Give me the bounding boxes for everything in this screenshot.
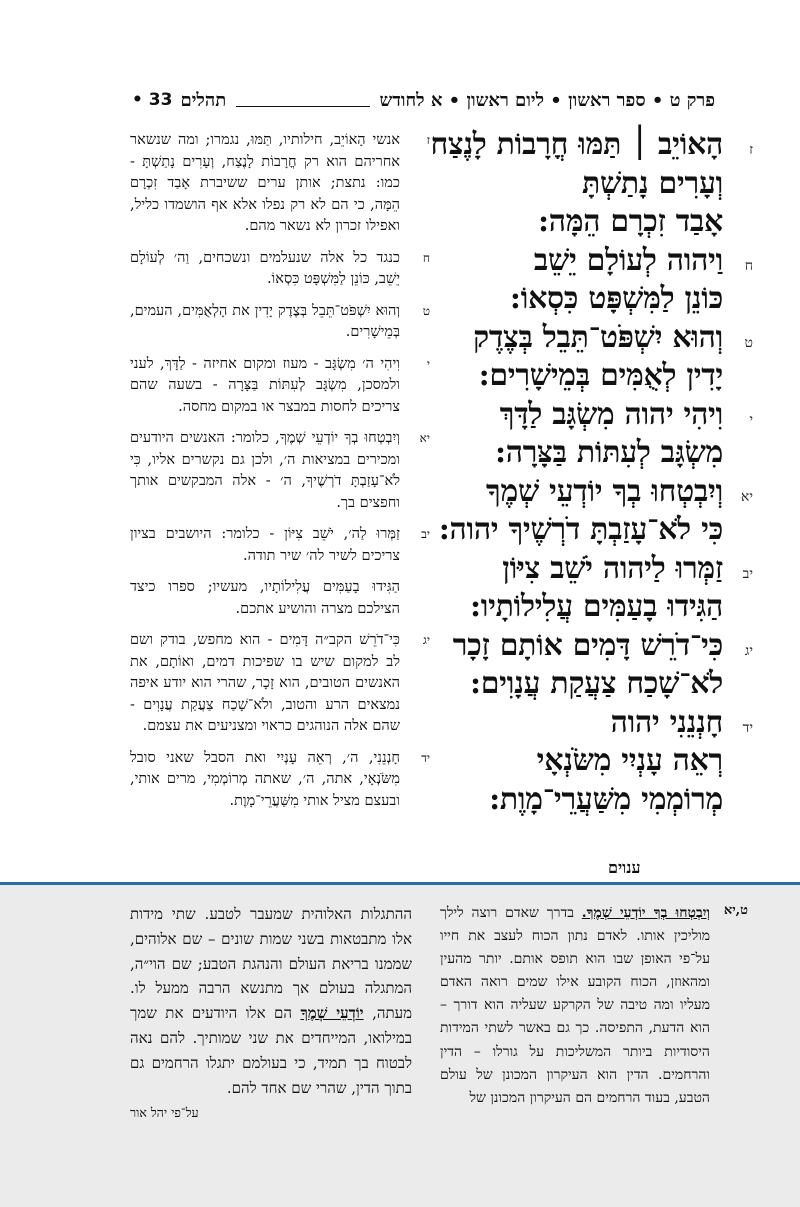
verse-text: הַגִּידוּ בָעַמִּים עֲלִילוֹתָיו: (469, 589, 723, 624)
commentary-verse-number: ז (426, 133, 430, 147)
verse-text: יָדִין לְאֻמִּים בְּמֵישָׁרִים: (478, 358, 723, 393)
verse-number: יד (742, 719, 753, 736)
note-lemma: וְיִבְטְחוּ בְךָ יוֹדְעֵי שְׁמֶךָ. (581, 905, 710, 921)
commentary-text: הַגִּידוּ בָעַמִּים עֲלִילוֹתָיו, מעשיו; ספרו כיצד הצילכם מצרה והושיע אתכם. (130, 579, 400, 617)
verse-line (420, 396, 753, 435)
commentary-verse-number: י (426, 356, 430, 371)
verse-line (420, 704, 753, 743)
psalm-text-column (420, 126, 753, 819)
note-reference: ט,יא (723, 903, 748, 918)
verse-number: יג (744, 642, 753, 659)
verse-text: וַיהוה לְעוֹלָם יֵשֵׁב (533, 242, 723, 278)
verse-number: י (749, 411, 753, 428)
verse-number: ח (744, 257, 753, 274)
commentary-block (130, 428, 430, 514)
commentary-verse-number: יב (421, 527, 430, 541)
verse-text: וְיִבְטְחוּ בְךָ יוֹדְעֵי שְׁמֶךָ (486, 473, 723, 509)
page-number: 33 • (132, 90, 173, 110)
commentary-verse-number: יג (422, 633, 430, 647)
verse-text: מִשְׂגָּב לְעִתּוֹת בַּצָּרָה: (495, 435, 723, 470)
verse-line (420, 319, 753, 358)
verse-line (420, 665, 753, 704)
verse-text: רְאֵה עָנְיִי מִשֹּׂנְאָי (536, 743, 723, 778)
verse-line (420, 434, 753, 473)
commentary-block (130, 577, 430, 620)
verse-text: זַמְּרוּ לַיהוה יֹשֵׁב צִיּוֹן (502, 550, 723, 586)
verse-text: מְרוֹמְמִי מִשַּׁעֲרֵי־מָוֶת: (489, 781, 723, 817)
verse-number: יא (740, 488, 753, 505)
verse-line (420, 357, 753, 396)
verse-text: וִיהִי יהוה מִשְׂגָּב לַדָּךְ (499, 396, 723, 432)
note-inline-lemma: יוֹדְעֵי שְׁמֶךָ (300, 1004, 364, 1023)
verse-line (420, 588, 753, 627)
verse-line (420, 203, 753, 242)
verse-line (420, 126, 753, 165)
verse-text: לֹא־שָׁכַח צַעֲקַת עֲנָוִים: (469, 666, 723, 701)
verse-line (420, 550, 753, 589)
commentary-text: כִּי־דֹרֵשׁ הקב״ה דָּמִים - הוא מחפש, בודק ושם לב למקום שיש בו שפיכות דמים, ואוֹתָם, את האנשים הטובים, הוא זָכָר, שהרי הוא יודע איפה נמצאים הרע והטוב, ולֹא־שָׁכַח צַעֲקַת עֲנָוִים - שהם אלה הנוהגים כראוי ומצניעים את עצמם. (130, 632, 400, 734)
commentary-text: כנגד כל אלה שנעלמים ונשכחים, וַה׳ לְעוֹלָם יֵשֵׁב, כּוֹנֵן לַמִּשְׁפָּט כִּסְאוֹ. (130, 249, 400, 287)
verse-text: כִּי־דֹרֵשׁ דָּמִים אוֹתָם זָכָר (452, 627, 723, 663)
verse-text: וְהוּא יִשְׁפֹּט־תֵּבֵל בְּצֶדֶק (473, 319, 723, 355)
commentary-column (130, 130, 430, 822)
commentary-verse-number: ט (422, 303, 430, 318)
note-text: בדרך שאדם רוצה לילך מוליכין אותו. לאדם נתון הכוח לעצב את חייו על־פי האופן שבו הוא תופס אותם. יותר מהעין ומהאוזן, הכוח הקובע אילו שמים רואה האדם מעליו ומה טיבה של הקרקע שעליה הוא דורך – הוא הדעת, התפיסה. כך גם באשר לשתי המידות היסודיות ביותר המשליכות על גורלו – הדין והרחמים. הדין הוא העיקרון המכונן של עולם הטבע, בעוד הרחמים הם העיקרון המכונן של (440, 905, 710, 1106)
commentary-block (130, 248, 430, 291)
verse-line (420, 627, 753, 666)
verse-text: כִּי לֹא־עָזַבְתָּ דֹרְשֶׁיךָ יהוה: (438, 512, 723, 547)
commentary-text: חָנְנֵנִי, ה׳, רְאֵה עָנְיִי ואת הסבל שאני סובל מִשֹּׂנְאָי, אתה, ה׳, שאתה מְרוֹמְמִי, מרים אותי, ובעצם מציל אותי מִשַּׁעֲרֵי־מָוֶת. (130, 749, 400, 809)
verse-number: ז (749, 142, 753, 158)
commentary-verse-number: ח (422, 250, 430, 265)
verse-text: וְעָרִים נָתַשְׁתָּ (581, 165, 723, 201)
commentary-text: זַמְּרוּ לַה׳, יֹשֵׁב צִיּוֹן - כלומר: היושבים בציון צריכים לשיר לה׳ שיר תודה. (130, 526, 400, 564)
note-left-column (130, 902, 412, 1100)
header-rule (236, 106, 369, 107)
verse-number: יב (742, 565, 753, 582)
commentary-text: וְיִבְטְחוּ בְךָ יוֹדְעֵי שְׁמֶךָ, כלומר: האנשים היודעים ומכירים במציאות ה׳, ולכן גם נקשרים אליו, כִּי לֹא־עָזַבְתָּ דֹרְשֶׁיךָ, ה׳ - אלה המבקשים אותך וחפצים בך. (130, 430, 400, 511)
commentary-block (130, 354, 430, 419)
verse-text: הָאוֹיֵב ׀ תַּמּוּ חֳרָבוֹת לָנֶצַח (430, 127, 723, 162)
commentary-block (130, 630, 430, 738)
note-text-end: הם אלו היודעים את שמך במילואו, המייחדים את שני שמותיך. להם נאה לבטוח בך תמיד, כי בעולמם יתגלו הרחמים גם בתוך הדין, שהרי שם אחד להם. (130, 1004, 412, 1097)
verse-line (420, 511, 753, 550)
verse-text: כּוֹנֵן לַמִּשְׁפָּט כִּסְאוֹ: (509, 281, 723, 316)
verse-line (420, 781, 753, 820)
commentary-text: וִיהִי ה׳ מִשְׂגָּב - מעוז ומקום אחיזה - לַדָּךְ, לעני ולמסכן, מִשְׂגָּב לְעִתּוֹת בַּצָּרָה - בשעה שהם צריכים לחסות במבצר או במקום מחסה. (130, 355, 400, 415)
commentary-block (130, 301, 430, 344)
note-text-continued: ההתגלות האלוהית שמעבר לטבע. שתי מידות אלו מתבטאות בשני שמות שונים – שם אלוהים, שממנו בריאת העולם והנהגת הטבע; שם הוי״ה, המתגלה בעולם אך מתנשא הרבה ממעל לו. מעתה, (130, 905, 412, 1023)
verse-line (420, 473, 753, 512)
verse-line (420, 280, 753, 319)
note-right-column (440, 902, 710, 1110)
verse-text: אָבַד זִכְרָם הֵמָּה: (538, 204, 723, 239)
running-header (132, 84, 715, 116)
note-source: על־פי יהל אור (130, 1105, 199, 1120)
book-title: תהלים (180, 89, 227, 111)
commentary-block (130, 524, 430, 567)
commentary-verse-number: יד (421, 750, 430, 765)
commentary-text: אנשי הָאוֹיֵב, חילותיו, תַּמּוּ, נגמרו; ומה שנשאר אחריהם הוא רק חֳרָבוֹת לָנֶצַח, וְעָרִים נָתַשְׁתָּ - כמו: נתצת; אותן ערים ששיברת אָבַד זִכְרָם הֵמָּה, כי הם לא רק נפלו אלא אף הושמדו כליל, ואפילו זכרון לא נשאר מהם. (130, 132, 400, 234)
verse-text: חָנְנֵנִי יהוה (610, 704, 723, 740)
commentary-block (130, 748, 430, 813)
commentary-verse-number (404, 577, 430, 620)
verse-number: ט (744, 334, 753, 351)
verse-line (420, 242, 753, 281)
commentary-block (130, 130, 430, 238)
ketiv-note: ענוים (608, 858, 641, 877)
verse-line (420, 742, 753, 781)
chapter-info: פרק ט • ספר ראשון • ליום ראשון • א לחודש (379, 89, 715, 111)
commentary-text: וְהוּא יִשְׁפֹּט־תֵּבֵל בְּצֶדֶק יָדִין את הָלְאֻמִּים, העמים, בְּמֵישָׁרִים. (130, 302, 400, 340)
commentary-verse-number: יא (419, 431, 430, 445)
verse-line (420, 165, 753, 204)
